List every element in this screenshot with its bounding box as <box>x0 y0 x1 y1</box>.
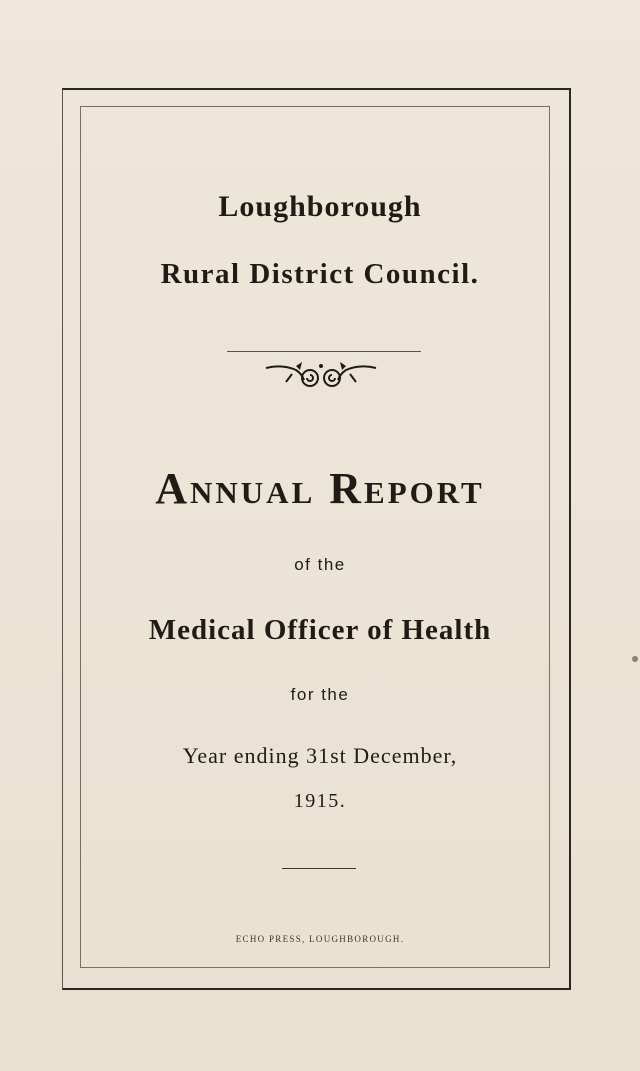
annual-report-title: Annual Report <box>155 464 485 513</box>
page-speck <box>632 656 638 662</box>
council-name-line2: Rural District Council. <box>160 258 480 290</box>
bottom-divider <box>282 868 356 869</box>
printer-imprint: ECHO PRESS, LOUGHBOROUGH. <box>235 934 405 944</box>
inner-border <box>80 106 550 968</box>
scroll-ornament-icon <box>262 360 380 392</box>
top-divider <box>227 351 421 352</box>
council-name-line1: Loughborough <box>218 190 422 223</box>
for-the-text: for the <box>290 685 350 704</box>
year-text: 1915. <box>293 790 347 812</box>
period-text: Year ending 31st December, <box>182 743 458 768</box>
of-the-text: of the <box>294 555 346 574</box>
medical-officer-title: Medical Officer of Health <box>148 614 492 646</box>
